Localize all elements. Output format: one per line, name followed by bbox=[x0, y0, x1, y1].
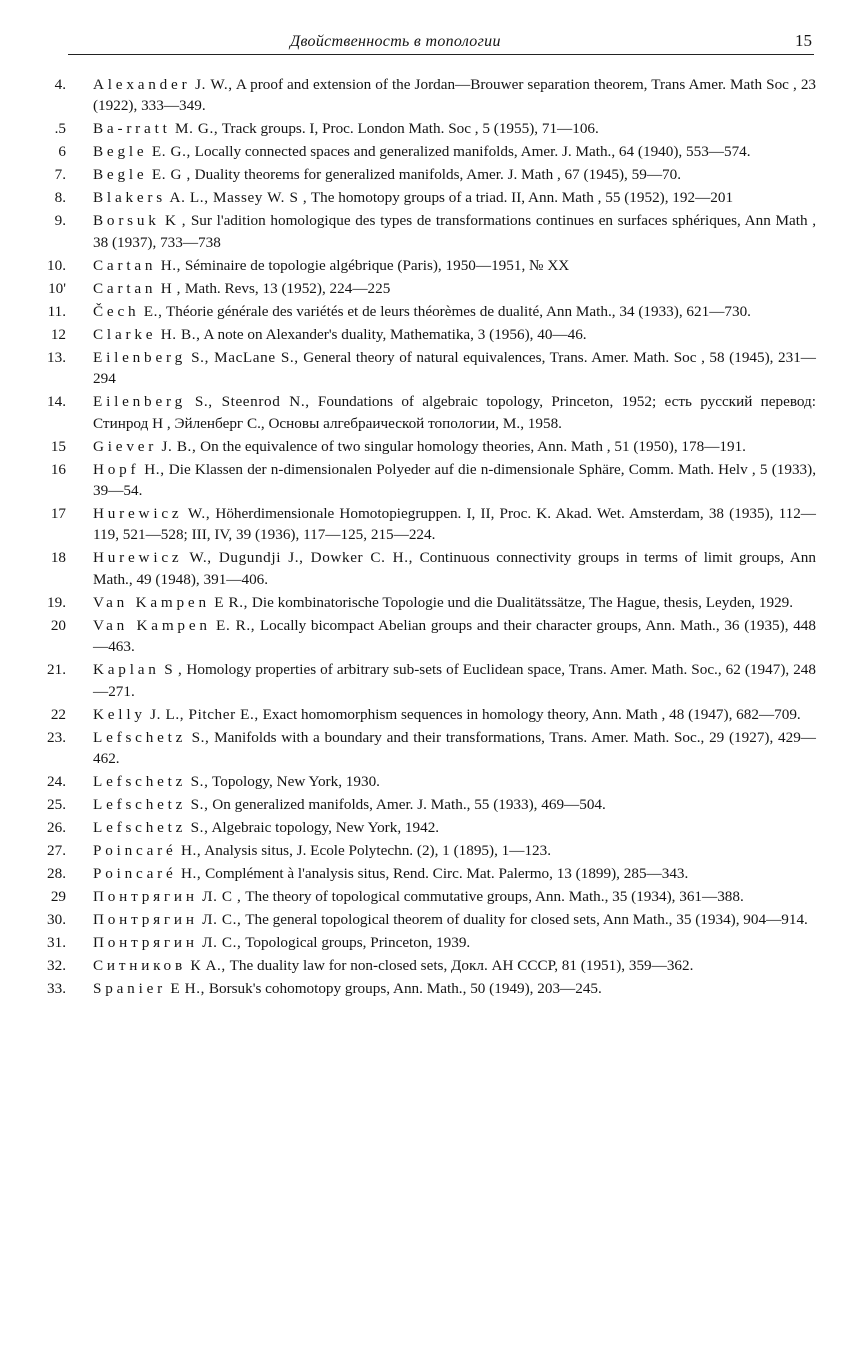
reference-entry bbox=[24, 347, 816, 390]
reference-text: Locally bicompact Abelian groups and their character groups, Ann. Math., 36 (1935), 448—463. bbox=[93, 616, 816, 656]
reference-author-initials: H , bbox=[156, 279, 182, 297]
reference-text: Algebraic topology, New York, 1942. bbox=[208, 819, 440, 837]
reference-author: Hurewicz bbox=[93, 549, 183, 567]
reference-entry bbox=[24, 436, 816, 457]
reference-text: A note on Alexander's duality, Mathematika, 3 (1956), 40—46. bbox=[200, 325, 587, 343]
reference-text: On the equivalence of two singular homology theories, Ann. Math , 51 (1950), 178—191. bbox=[196, 437, 746, 455]
reference-number: 27. bbox=[47, 842, 66, 860]
reference-author-initials: W., Dugundji J., Dowker C. H., bbox=[182, 549, 414, 567]
reference-author: Borsuk bbox=[93, 212, 160, 230]
reference-author-initials: E R., bbox=[209, 593, 249, 611]
reference-number: 15 bbox=[50, 437, 66, 455]
reference-entry bbox=[24, 955, 816, 976]
reference-number: 17 bbox=[50, 505, 66, 523]
reference-author-initials: Л. С., bbox=[197, 911, 242, 929]
reference-text: Die kombinatorische Topologie und die Dualitätssätze, The Hague, thesis, Leyden, 1929. bbox=[248, 593, 794, 611]
reference-author-initials: J. W., bbox=[190, 76, 233, 93]
reference-text: Track groups. I, Proc. London Math. Soc , 5 (1955), 71—106. bbox=[218, 120, 599, 138]
reference-number: 7. bbox=[54, 166, 66, 184]
reference-entry bbox=[24, 592, 816, 613]
reference-text: Manifolds with a boundary and their transformations, Trans. Amer. Math. Soc., 29 (1927), 429—462. bbox=[93, 728, 816, 768]
reference-author: Alexander bbox=[93, 76, 191, 93]
reference-number: .5 bbox=[54, 120, 66, 138]
reference-author-initials: E., bbox=[139, 302, 163, 320]
reference-number: 29 bbox=[50, 888, 66, 906]
reference-text: Math. Revs, 13 (1952), 224—225 bbox=[181, 279, 391, 297]
reference-entry bbox=[24, 932, 816, 953]
reference-number: 6 bbox=[58, 143, 66, 161]
reference-text: Sur l'adition homologique des types de transformations continues en surfaces sphériques, Ann Math , 38 (1937), 733—738 bbox=[93, 212, 817, 251]
reference-number: 32. bbox=[47, 957, 66, 975]
reference-author: Kaplan bbox=[93, 661, 160, 679]
reference-text: Die Klassen der n-dimensionalen Polyeder auf die n-dimensionale Sphäre, Comm. Math. Helv , 5 (1933), 39—54. bbox=[93, 460, 816, 500]
reference-author-initials: Л. С., bbox=[197, 934, 242, 952]
reference-author-initials: S., bbox=[186, 728, 210, 746]
reference-entry bbox=[24, 118, 816, 139]
reference-entry bbox=[24, 391, 816, 434]
reference-author-initials: H., bbox=[139, 460, 165, 478]
reference-author: Hopf bbox=[93, 460, 140, 478]
reference-text: Théorie générale des variétés et de leurs théorèmes de dualité, Ann Math., 34 (1933), 621—730. bbox=[162, 302, 751, 320]
reference-author: Cartan bbox=[93, 279, 157, 297]
reference-author-initials: S., bbox=[186, 819, 209, 837]
reference-author: Poincaré bbox=[93, 842, 177, 860]
reference-entry bbox=[24, 771, 816, 792]
reference-entry bbox=[24, 615, 816, 658]
reference-entry bbox=[24, 909, 816, 930]
reference-entry bbox=[24, 840, 816, 861]
reference-author-initials: E H., bbox=[166, 980, 206, 998]
reference-entry bbox=[24, 503, 816, 546]
reference-number: 21. bbox=[47, 661, 66, 679]
reference-author: Van Kampen bbox=[93, 616, 211, 634]
reference-author: Clarke bbox=[93, 325, 157, 343]
page-number: 15 bbox=[795, 31, 812, 50]
reference-entry bbox=[24, 863, 816, 884]
reference-author-initials: A. L., Massey W. S , bbox=[166, 189, 308, 207]
reference-text: Borsuk's cohomotopy groups, Ann. Math., 50 (1949), 203—245. bbox=[205, 980, 602, 998]
reference-number: 8. bbox=[54, 189, 66, 207]
reference-text: Locally connected spaces and generalized manifolds, Amer. J. Math., 64 (1940), 553—574. bbox=[190, 143, 751, 161]
reference-author-initials: Л. С , bbox=[197, 888, 242, 906]
reference-entry bbox=[24, 659, 816, 702]
reference-entry bbox=[24, 459, 816, 502]
reference-number: 12 bbox=[50, 325, 66, 343]
reference-author-initials: S , bbox=[159, 661, 183, 679]
reference-author-initials: H., bbox=[176, 842, 202, 860]
running-header bbox=[68, 30, 814, 55]
reference-number: 33. bbox=[47, 980, 66, 998]
reference-author-initials: S., Steenrod N., bbox=[185, 393, 310, 411]
reference-author-initials: H., bbox=[156, 256, 182, 274]
reference-entry bbox=[24, 978, 816, 999]
reference-number: 10' bbox=[48, 279, 66, 297]
reference-entry bbox=[24, 255, 816, 276]
reference-entry bbox=[24, 886, 816, 907]
reference-author: Понтрягин bbox=[93, 934, 198, 952]
reference-author-initials: E. G., bbox=[147, 143, 191, 161]
reference-author: Lefschetz bbox=[93, 773, 187, 791]
reference-number: 9. bbox=[54, 212, 66, 230]
reference-number: 23. bbox=[47, 728, 66, 746]
reference-entry bbox=[24, 187, 816, 208]
reference-text: The homotopy groups of a triad. II, Ann. Math , 55 (1952), 192—201 bbox=[307, 189, 734, 207]
reference-number: 24. bbox=[47, 773, 66, 791]
reference-list bbox=[24, 74, 816, 1001]
reference-entry bbox=[24, 74, 816, 117]
reference-text: Analysis situs, J. Ecole Polytechn. (2), 1 (1895), 1—123. bbox=[201, 842, 552, 860]
reference-author-initials: M. G., bbox=[170, 120, 219, 138]
reference-text: The duality law for non-closed sets, Докл. АН СССР, 81 (1951), 359—362. bbox=[225, 957, 694, 975]
reference-text: Complément à l'analysis situs, Rend. Circ. Mat. Palermo, 13 (1899), 285—343. bbox=[201, 865, 689, 883]
reference-entry bbox=[24, 164, 816, 185]
reference-entry bbox=[24, 727, 816, 770]
reference-author: Poincaré bbox=[93, 865, 177, 883]
page-title: Двойственность в топологии bbox=[290, 33, 501, 50]
reference-number: 31. bbox=[47, 934, 66, 952]
reference-entry bbox=[24, 141, 816, 162]
reference-author-initials: H., bbox=[176, 865, 202, 883]
reference-entry bbox=[24, 794, 816, 815]
reference-entry bbox=[24, 278, 816, 299]
reference-text: The general topological theorem of duality for closed sets, Ann Math., 35 (1934), 904—914. bbox=[241, 911, 808, 929]
reference-author: Eilenberg bbox=[93, 348, 186, 366]
reference-text: Höherdimensionale Homotopiegruppen. I, II, Proc. K. Akad. Wet. Amsterdam, 38 (1935), 112—119, 521—528; III, IV, 39 (1936), 117—125, 215—224. bbox=[93, 505, 816, 544]
reference-number: 10. bbox=[47, 256, 66, 274]
reference-text: Continuous connectivity groups in terms of limit groups, Ann Math., 49 (1948), 391—406. bbox=[93, 549, 816, 588]
reference-number: 4. bbox=[54, 76, 66, 93]
reference-author: Blakers bbox=[93, 189, 166, 207]
reference-author-initials: К А., bbox=[185, 957, 226, 975]
reference-number: 26. bbox=[47, 819, 66, 837]
reference-author: Понтрягин bbox=[93, 888, 198, 906]
reference-author-initials: E. G , bbox=[147, 166, 191, 184]
reference-text: Séminaire de topologie algébrique (Paris), 1950—1951, № XX bbox=[181, 256, 570, 274]
reference-text: Foundations of algebraic topology, Princeton, 1952; есть русский перевод: Стинрод Н , Эйленберг С., Основы алгебраической топологии, М., 1958. bbox=[93, 393, 816, 432]
reference-author-initials: S., bbox=[186, 796, 209, 814]
reference-entry bbox=[24, 324, 816, 345]
reference-author: Cartan bbox=[93, 256, 157, 274]
reference-number: 30. bbox=[47, 911, 66, 929]
reference-author-initials: H. B., bbox=[156, 325, 201, 343]
reference-author: Kelly bbox=[93, 705, 146, 723]
reference-author: Giever bbox=[93, 437, 158, 455]
reference-number: 19. bbox=[47, 593, 66, 611]
reference-number: 13. bbox=[47, 348, 66, 366]
reference-entry bbox=[24, 547, 816, 590]
reference-author-initials: J. B., bbox=[157, 437, 197, 455]
reference-number: 18 bbox=[50, 549, 66, 567]
reference-author: Lefschetz bbox=[93, 819, 187, 837]
reference-number: 14. bbox=[47, 393, 66, 411]
reference-text: Topological groups, Princeton, 1939. bbox=[241, 934, 471, 952]
reference-text: Duality theorems for generalized manifolds, Amer. J. Math , 67 (1945), 59—70. bbox=[190, 166, 681, 184]
reference-text: On generalized manifolds, Amer. J. Math., 55 (1933), 469—504. bbox=[208, 796, 606, 814]
reference-text: A proof and extension of the Jordan—Brouwer separation theorem, Trans Amer. Math Soc , 23 (1922), 333—349. bbox=[93, 76, 817, 115]
reference-author: Spanier bbox=[93, 980, 166, 998]
reference-entry bbox=[24, 704, 816, 725]
reference-author: Čech bbox=[93, 302, 140, 320]
reference-number: 16 bbox=[50, 460, 66, 478]
reference-author: Hurewicz bbox=[93, 505, 183, 523]
reference-number: 22 bbox=[50, 705, 66, 723]
reference-text: Topology, New York, 1930. bbox=[208, 773, 380, 791]
reference-author: Понтрягин bbox=[93, 911, 198, 929]
reference-entry bbox=[24, 301, 816, 322]
reference-author: Lefschetz bbox=[93, 796, 187, 814]
reference-author: Begle bbox=[93, 166, 148, 184]
reference-number: 25. bbox=[47, 796, 66, 814]
reference-text: General theory of natural equivalences, Trans. Amer. Math. Soc , 58 (1945), 231—294 bbox=[93, 348, 816, 388]
reference-author: Lefschetz bbox=[93, 728, 187, 746]
reference-author-initials: S., bbox=[186, 773, 209, 791]
reference-author: Eilenberg bbox=[93, 393, 186, 411]
reference-text: Homology properties of arbitrary sub-sets of Euclidean space, Trans. Amer. Math. Soc., 62 (1947), 248—271. bbox=[93, 661, 816, 700]
reference-number: 20 bbox=[50, 616, 66, 634]
reference-author-initials: J. L., Pitcher E., bbox=[145, 705, 259, 723]
reference-entry bbox=[24, 210, 816, 253]
reference-text: The theory of topological commutative groups, Ann. Math., 35 (1934), 361—388. bbox=[241, 888, 744, 906]
reference-number: 28. bbox=[47, 865, 66, 883]
reference-author-initials: S., MacLane S., bbox=[185, 348, 299, 366]
reference-author: Ba-rratt bbox=[93, 120, 171, 138]
reference-number: 11. bbox=[47, 302, 66, 320]
reference-author: Begle bbox=[93, 143, 148, 161]
reference-entry bbox=[24, 817, 816, 838]
reference-author-initials: W., bbox=[182, 505, 211, 523]
reference-author-initials: E. R., bbox=[210, 616, 256, 634]
reference-author-initials: K , bbox=[159, 212, 187, 230]
reference-author: Ситников bbox=[93, 957, 186, 975]
reference-author: Van Kampen bbox=[93, 593, 210, 611]
reference-text: Exact homomorphism sequences in homology theory, Ann. Math , 48 (1947), 682—709. bbox=[258, 705, 801, 723]
